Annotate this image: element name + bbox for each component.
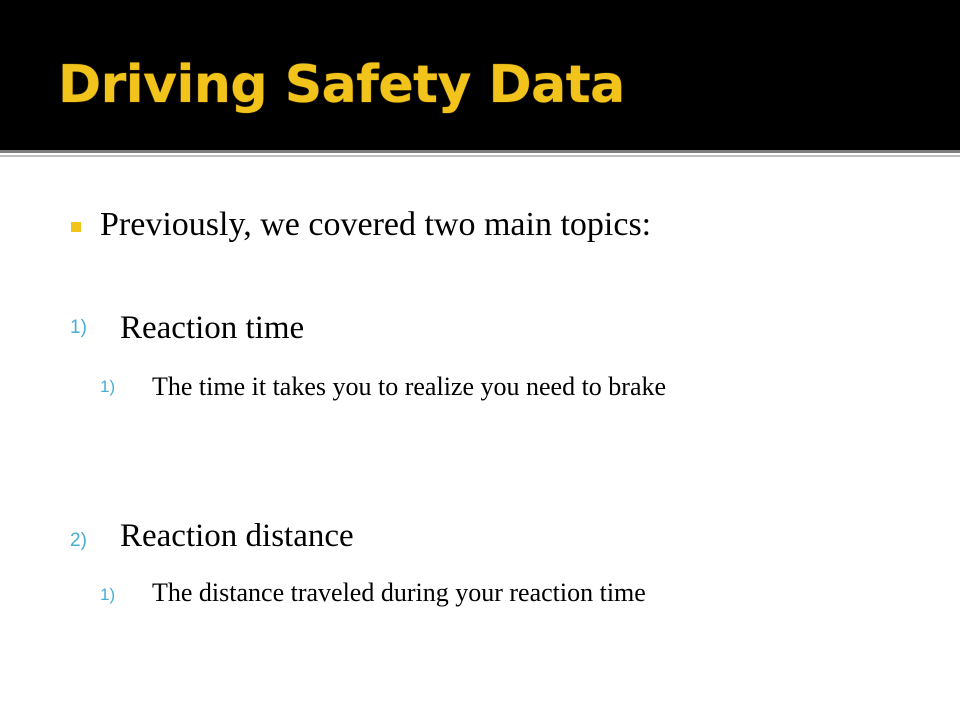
- topic-2-number: 2): [70, 530, 87, 551]
- intro-text: Previously, we covered two main topics:: [100, 206, 652, 243]
- title-bar: [0, 0, 960, 150]
- topic-1-number: 1): [70, 317, 87, 338]
- topic-2-label: Reaction distance: [120, 518, 354, 554]
- title-divider-secondary: [0, 155, 960, 157]
- square-bullet-icon: [71, 222, 81, 232]
- topic-2-sub-number: 1): [100, 585, 116, 604]
- topic-1-sub-text: The time it takes you to realize you need to brake: [152, 372, 667, 401]
- title-divider: [0, 150, 960, 153]
- topic-1-label: Reaction time: [120, 310, 305, 346]
- topic-1-sub-number: 1): [100, 377, 116, 396]
- topic-2-sub-text: The distance traveled during your reaction time: [152, 578, 646, 607]
- slide-title: Driving Safety Data: [58, 55, 625, 115]
